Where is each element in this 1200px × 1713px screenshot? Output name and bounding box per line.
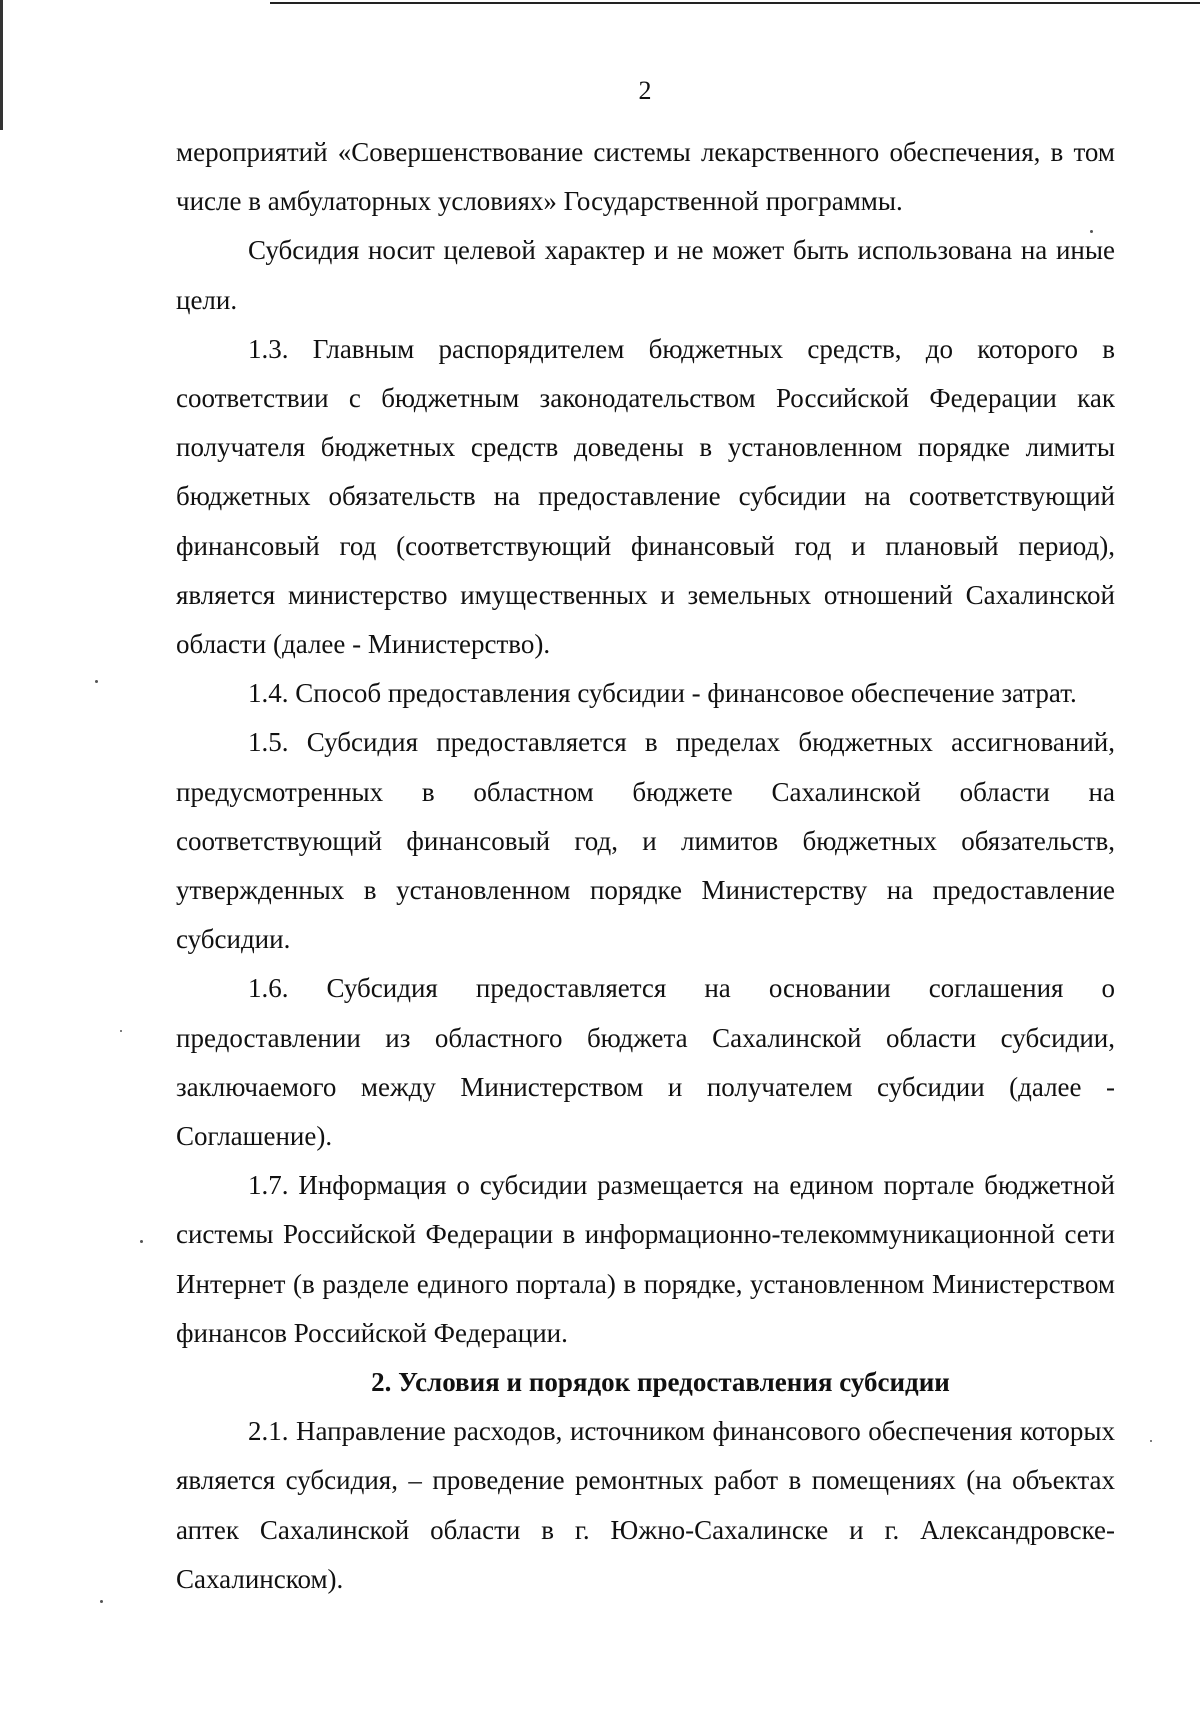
paragraph-1-6: 1.6. Субсидия предоставляется на основании соглашения о предоставлении из областного бюджета Сахалинской области субсидии, заключаемого между Министерством и получателем субсидии (далее - Соглашение). <box>176 973 1115 1152</box>
paragraph-1-5: 1.5. Субсидия предоставляется в пределах бюджетных ассигнований, предусмотренных в областном бюджете Сахалинской области на соответствующий финансовый год, и лимитов бюджетных обязательств, утвержденных в установленном порядке Министерству на предоставление субсидии. <box>176 727 1115 955</box>
scan-speck <box>1090 230 1093 233</box>
scan-speck <box>1150 1440 1152 1442</box>
scan-speck <box>140 1240 143 1243</box>
scan-border-left <box>0 0 3 130</box>
scan-speck <box>95 680 98 683</box>
scan-speck <box>120 1030 122 1032</box>
paragraph-1-4: 1.4. Способ предоставления субсидии - финансовое обеспечение затрат. <box>248 678 1077 709</box>
scan-border-top <box>270 2 1200 4</box>
paragraph-1-3: 1.3. Главным распорядителем бюджетных средств, до которого в соответствии с бюджетным законодательством Российской Федерации как получателя бюджетных средств доведены в установленном порядке лимиты бюджетных обязательств на предоставление субсидии на соответствующий финансовый год (соответствующий финансовый год и плановый период), является министерство имущественных и земельных отношений Сахалинской области (далее - Министерство). <box>176 333 1115 660</box>
paragraph-purpose: Субсидия носит целевой характер и не может быть использована на иные цели. <box>176 235 1115 315</box>
section-heading: 2. Условия и порядок предоставления субсидии <box>371 1367 950 1398</box>
document-body <box>176 128 1115 1604</box>
paragraph-1-7: 1.7. Информация о субсидии размещается на едином портале бюджетной системы Российской Федерации в информационно-телекоммуникационной сети Интернет (в разделе единого портала) в порядке, установленном Министерством финансов Российской Федерации. <box>176 1170 1115 1348</box>
paragraph-2-1: 2.1. Направление расходов, источником финансового обеспечения которых является субсидия, – проведение ремонтных работ в помещениях (на объектах аптек Сахалинской области в г. Южно-Сахалинске и г. Александровске-Сахалинском). <box>176 1416 1115 1594</box>
page-number: 2 <box>638 76 652 105</box>
paragraph-continuation: мероприятий «Совершенствование системы лекарственного обеспечения, в том числе в амбулаторных условиях» Государственной программы. <box>176 137 1115 217</box>
scan-speck <box>100 1600 103 1603</box>
